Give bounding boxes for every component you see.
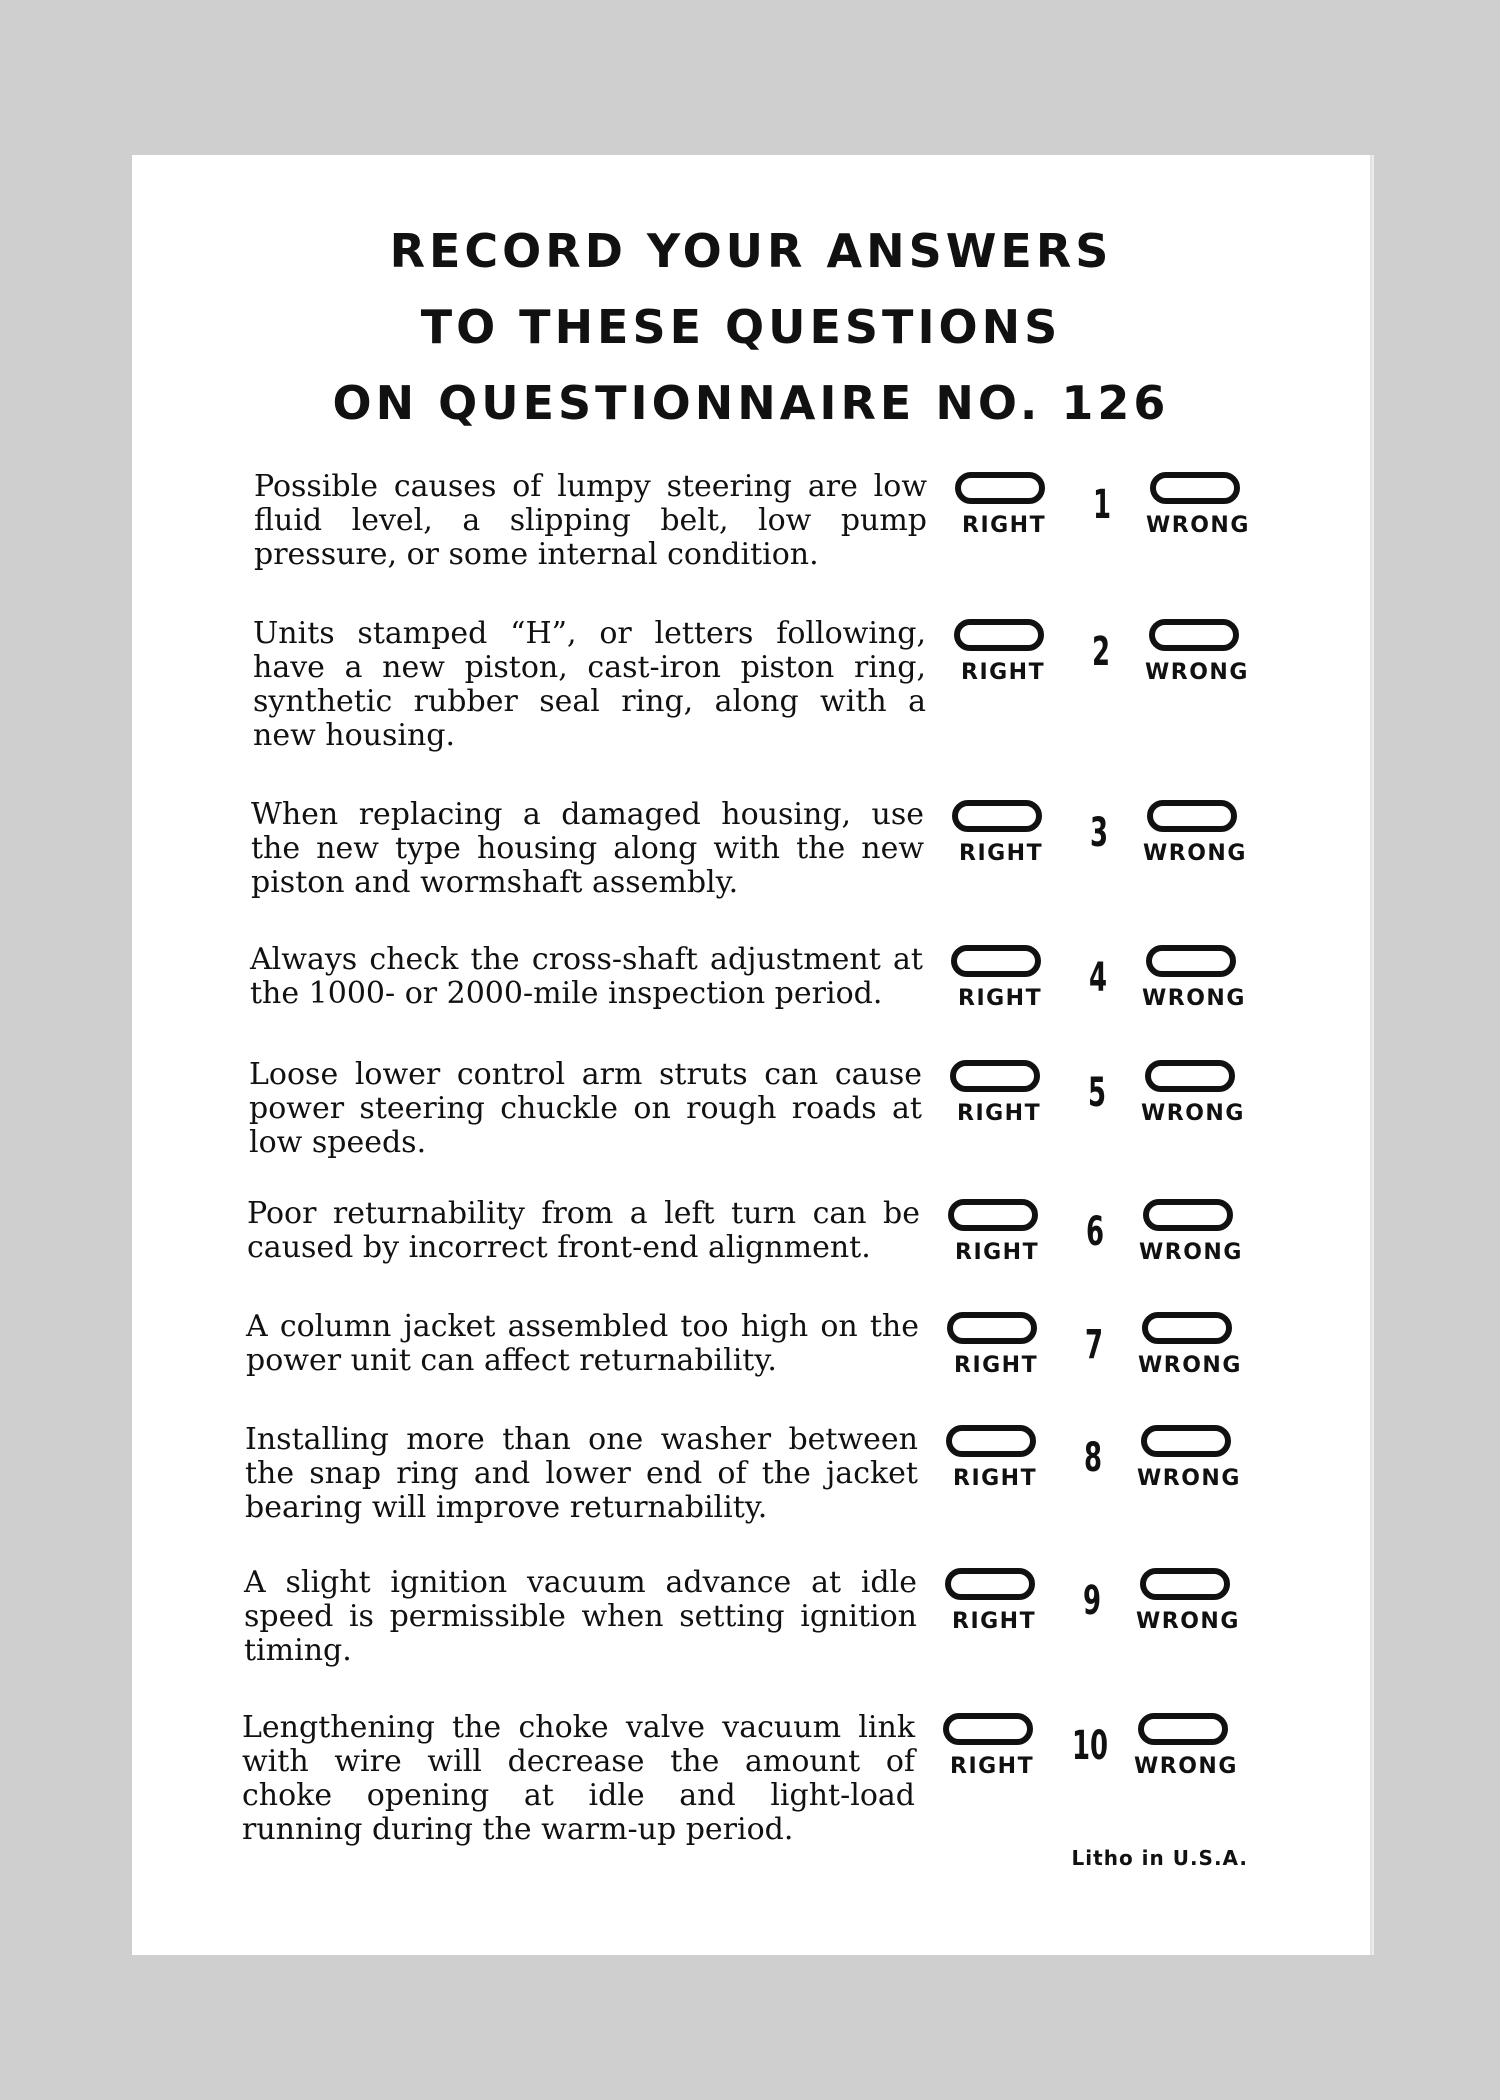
wrong-label: WRONG xyxy=(1137,1466,1241,1491)
right-answer-bubble[interactable] xyxy=(950,1060,1040,1092)
right-answer-bubble[interactable] xyxy=(947,1312,1037,1344)
question-number: 10 xyxy=(1071,1723,1109,1769)
right-answer-bubble[interactable] xyxy=(954,619,1044,651)
right-answer-bubble[interactable] xyxy=(955,472,1045,504)
question-number: 4 xyxy=(1088,955,1108,1001)
wrong-label: WRONG xyxy=(1142,986,1246,1011)
title-line-2: TO THESE QUESTIONS xyxy=(420,300,1062,354)
question-number: 1 xyxy=(1092,482,1112,528)
wrong-label: WRONG xyxy=(1138,1353,1242,1378)
question-number: 9 xyxy=(1082,1578,1102,1624)
right-answer-bubble[interactable] xyxy=(952,800,1042,832)
question-text: Possible causes of lumpy steering are low fluid level, a slipping belt, low pump pressure, or some internal condition. xyxy=(254,469,927,572)
question-text: A column jacket assembled too high on the power unit can affect returnability. xyxy=(246,1309,919,1378)
right-label: RIGHT xyxy=(954,1353,1039,1378)
question-number: 3 xyxy=(1089,810,1109,856)
question-text: Lengthening the choke valve vacuum link with wire will decrease the amount of choke opening at idle and light-load running during the warm-up period. xyxy=(242,1710,915,1847)
wrong-answer-bubble[interactable] xyxy=(1138,1713,1228,1745)
question-text: Loose lower control arm struts can cause power steering chuckle on rough roads at low speeds. xyxy=(249,1057,922,1160)
question-number: 6 xyxy=(1085,1209,1105,1255)
wrong-answer-bubble[interactable] xyxy=(1141,1425,1231,1457)
question-number: 8 xyxy=(1083,1435,1103,1481)
right-label: RIGHT xyxy=(958,986,1043,1011)
title-line-3: ON QUESTIONNAIRE NO. 126 xyxy=(332,376,1170,430)
wrong-answer-bubble[interactable] xyxy=(1143,1199,1233,1231)
question-text: Always check the cross-shaft adjustment at the 1000- or 2000-mile inspection period. xyxy=(250,942,923,1011)
right-label: RIGHT xyxy=(955,1240,1040,1265)
right-label: RIGHT xyxy=(950,1754,1035,1779)
wrong-label: WRONG xyxy=(1146,513,1250,538)
wrong-label: WRONG xyxy=(1139,1240,1243,1265)
right-answer-bubble[interactable] xyxy=(948,1199,1038,1231)
right-answer-bubble[interactable] xyxy=(945,1568,1035,1600)
question-text: When replacing a damaged housing, use the new type housing along with the new piston and wormshaft assembly. xyxy=(251,797,924,900)
question-text: A slight ignition vacuum advance at idle speed is permissible when setting ignition timing. xyxy=(244,1565,917,1668)
question-text: Units stamped “H”, or letters following, have a new piston, cast-iron piston ring, synthetic rubber seal ring, along with a new housing. xyxy=(253,616,926,753)
wrong-answer-bubble[interactable] xyxy=(1147,800,1237,832)
wrong-label: WRONG xyxy=(1141,1101,1245,1126)
wrong-label: WRONG xyxy=(1143,841,1247,866)
wrong-label: WRONG xyxy=(1145,660,1249,685)
right-label: RIGHT xyxy=(959,841,1044,866)
answer-sheet xyxy=(132,155,1370,1955)
print-notice: Litho in U.S.A. xyxy=(1071,1846,1248,1870)
wrong-answer-bubble[interactable] xyxy=(1140,1568,1230,1600)
question-number: 2 xyxy=(1091,629,1111,675)
page-title xyxy=(132,213,1370,441)
right-label: RIGHT xyxy=(962,513,1047,538)
wrong-label: WRONG xyxy=(1136,1609,1240,1634)
right-answer-bubble[interactable] xyxy=(951,945,1041,977)
wrong-answer-bubble[interactable] xyxy=(1150,472,1240,504)
right-label: RIGHT xyxy=(953,1466,1038,1491)
question-number: 7 xyxy=(1084,1322,1104,1368)
wrong-label: WRONG xyxy=(1134,1754,1238,1779)
right-answer-bubble[interactable] xyxy=(946,1425,1036,1457)
question-text: Poor returnability from a left turn can be caused by incorrect front-end alignment. xyxy=(247,1196,920,1265)
wrong-answer-bubble[interactable] xyxy=(1145,1060,1235,1092)
right-label: RIGHT xyxy=(952,1609,1037,1634)
wrong-answer-bubble[interactable] xyxy=(1142,1312,1232,1344)
question-number: 5 xyxy=(1087,1070,1107,1116)
question-text: Installing more than one washer between the snap ring and lower end of the jacket bearing will improve returnability. xyxy=(245,1422,918,1525)
right-answer-bubble[interactable] xyxy=(943,1713,1033,1745)
wrong-answer-bubble[interactable] xyxy=(1146,945,1236,977)
wrong-answer-bubble[interactable] xyxy=(1149,619,1239,651)
right-label: RIGHT xyxy=(961,660,1046,685)
title-line-1: RECORD YOUR ANSWERS xyxy=(389,224,1113,278)
right-label: RIGHT xyxy=(957,1101,1042,1126)
